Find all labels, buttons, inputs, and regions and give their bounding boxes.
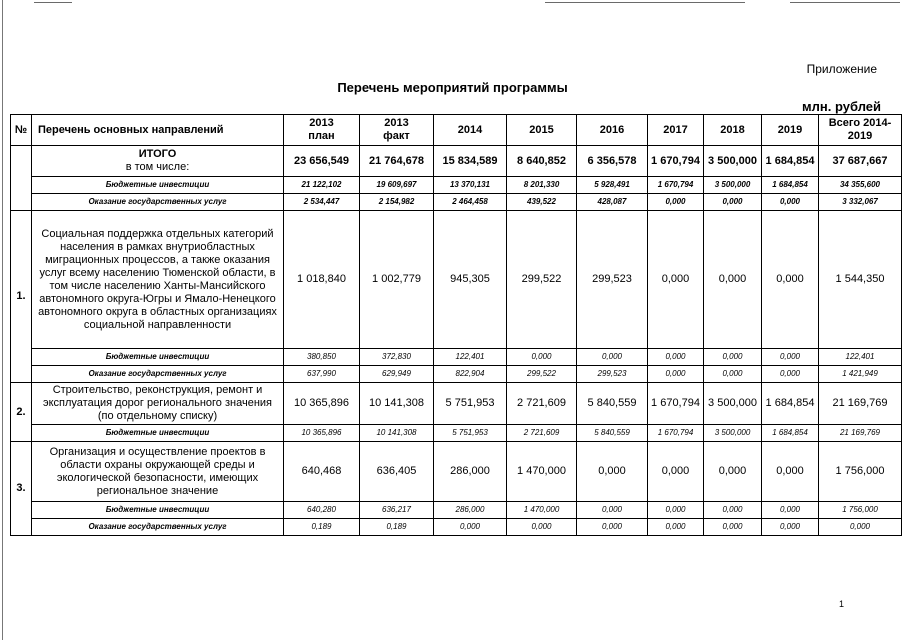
- appendix-label: Приложение: [806, 62, 877, 76]
- value-cell: 3 500,000: [704, 146, 762, 177]
- value-cell: 0,000: [819, 519, 902, 536]
- value-cell: 0,000: [704, 194, 762, 211]
- value-cell: 21 169,769: [819, 383, 902, 425]
- value-cell: 37 687,667: [819, 146, 902, 177]
- value-cell: 1 756,000: [819, 502, 902, 519]
- value-cell: 122,401: [434, 349, 507, 366]
- value-cell: 13 370,131: [434, 177, 507, 194]
- value-cell: 0,000: [648, 211, 704, 349]
- value-cell: 0,189: [284, 519, 360, 536]
- value-cell: 0,000: [648, 519, 704, 536]
- value-cell: 2 721,609: [507, 425, 577, 442]
- value-cell: 0,000: [704, 349, 762, 366]
- value-cell: 0,000: [704, 211, 762, 349]
- value-cell: 636,217: [360, 502, 434, 519]
- value-cell: 0,000: [762, 519, 819, 536]
- value-cell: 0,000: [577, 349, 648, 366]
- column-header: 2013 факт: [360, 115, 434, 146]
- value-cell: 945,305: [434, 211, 507, 349]
- value-cell: 10 141,308: [360, 383, 434, 425]
- value-cell: 23 656,549: [284, 146, 360, 177]
- table-row-1-services: [11, 366, 902, 383]
- table-row-3-services: [11, 519, 902, 536]
- units-label: млн. рублей: [802, 99, 881, 114]
- value-cell: 640,280: [284, 502, 360, 519]
- column-header: 2015: [507, 115, 577, 146]
- value-cell: 0,000: [762, 349, 819, 366]
- value-cell: 5 840,559: [577, 425, 648, 442]
- value-cell: 0,000: [762, 366, 819, 383]
- row-number-cell: [11, 146, 32, 211]
- value-cell: 637,990: [284, 366, 360, 383]
- column-header: 2016: [577, 115, 648, 146]
- scan-top-rule: [790, 2, 900, 3]
- table-row-total-budget: [11, 177, 902, 194]
- value-cell: 1 670,794: [648, 425, 704, 442]
- table-row-3-budget: [11, 502, 902, 519]
- row-name-cell: Бюджетные инвестиции: [32, 502, 284, 519]
- value-cell: 2 464,458: [434, 194, 507, 211]
- row-name-cell: Строительство, реконструкция, ремонт и эксплуатация дорог регионального значения (по отдельному списку): [32, 383, 284, 425]
- value-cell: 1 670,794: [648, 383, 704, 425]
- value-cell: 0,000: [507, 349, 577, 366]
- value-cell: 21 122,102: [284, 177, 360, 194]
- value-cell: 15 834,589: [434, 146, 507, 177]
- program-activities-table: [10, 114, 902, 536]
- value-cell: 1 670,794: [648, 177, 704, 194]
- value-cell: 0,000: [648, 502, 704, 519]
- value-cell: 0,000: [704, 442, 762, 502]
- column-header: 2014: [434, 115, 507, 146]
- value-cell: 10 365,896: [284, 425, 360, 442]
- value-cell: 3 500,000: [704, 425, 762, 442]
- column-header: 2013 план: [284, 115, 360, 146]
- value-cell: 10 141,308: [360, 425, 434, 442]
- value-cell: 5 751,953: [434, 425, 507, 442]
- row-name-cell: Социальная поддержка отдельных категорий населения в рамках внутриобластных миграционных процессов, а также оказания услуг всему населению Тюменской области, в том числе населению Ханты-Мансийского автономного округа-Югры и Ямало-Ненецкого автономного округа в областных организациях социальной направленности: [32, 211, 284, 349]
- scan-left-edge: [2, 0, 3, 640]
- column-header: №: [11, 115, 32, 146]
- value-cell: 0,000: [762, 502, 819, 519]
- value-cell: 21 764,678: [360, 146, 434, 177]
- scan-top-rule: [34, 2, 72, 3]
- column-header: Всего 2014- 2019: [819, 115, 902, 146]
- value-cell: 0,000: [648, 194, 704, 211]
- value-cell: 1 421,949: [819, 366, 902, 383]
- value-cell: 0,000: [577, 502, 648, 519]
- value-cell: 0,000: [434, 519, 507, 536]
- row-number-cell: 3.: [11, 442, 32, 536]
- value-cell: 0,000: [762, 211, 819, 349]
- value-cell: 822,904: [434, 366, 507, 383]
- value-cell: 10 365,896: [284, 383, 360, 425]
- value-cell: 0,000: [648, 349, 704, 366]
- value-cell: 286,000: [434, 442, 507, 502]
- value-cell: 5 840,559: [577, 383, 648, 425]
- row-name-cell: Оказание государственных услуг: [32, 194, 284, 211]
- table-row-3: [11, 442, 902, 502]
- value-cell: 299,523: [577, 211, 648, 349]
- value-cell: 0,000: [648, 366, 704, 383]
- document-title: Перечень мероприятий программы: [337, 80, 568, 95]
- value-cell: 122,401: [819, 349, 902, 366]
- table-row-total: [11, 146, 902, 177]
- scan-top-rule: [545, 2, 745, 3]
- table-row-2-budget: [11, 425, 902, 442]
- row-name-cell: Оказание государственных услуг: [32, 519, 284, 536]
- value-cell: 1 670,794: [648, 146, 704, 177]
- value-cell: 1 684,854: [762, 177, 819, 194]
- value-cell: 5 928,491: [577, 177, 648, 194]
- value-cell: 3 500,000: [704, 383, 762, 425]
- value-cell: 5 751,953: [434, 383, 507, 425]
- value-cell: 286,000: [434, 502, 507, 519]
- value-cell: 0,000: [704, 366, 762, 383]
- value-cell: 19 609,697: [360, 177, 434, 194]
- value-cell: 1 018,840: [284, 211, 360, 349]
- row-name-cell: ИТОГО в том числе:: [32, 146, 284, 177]
- value-cell: 8 640,852: [507, 146, 577, 177]
- column-header: Перечень основных направлений: [32, 115, 284, 146]
- value-cell: 0,189: [360, 519, 434, 536]
- value-cell: 0,000: [762, 194, 819, 211]
- value-cell: 380,850: [284, 349, 360, 366]
- value-cell: 640,468: [284, 442, 360, 502]
- column-header: 2017: [648, 115, 704, 146]
- value-cell: 3 332,067: [819, 194, 902, 211]
- table-row-1-budget: [11, 349, 902, 366]
- value-cell: 299,522: [507, 366, 577, 383]
- value-cell: 1 684,854: [762, 383, 819, 425]
- value-cell: 8 201,330: [507, 177, 577, 194]
- value-cell: 0,000: [762, 442, 819, 502]
- value-cell: 2 154,982: [360, 194, 434, 211]
- value-cell: 1 544,350: [819, 211, 902, 349]
- row-number-cell: 2.: [11, 383, 32, 442]
- value-cell: 34 355,600: [819, 177, 902, 194]
- value-cell: 372,830: [360, 349, 434, 366]
- value-cell: 2 721,609: [507, 383, 577, 425]
- value-cell: 0,000: [507, 519, 577, 536]
- row-number-cell: 1.: [11, 211, 32, 383]
- value-cell: 439,522: [507, 194, 577, 211]
- value-cell: 0,000: [577, 519, 648, 536]
- row-name-cell: Организация и осуществление проектов в области охраны окружающей среды и экологической безопасности, имеющих региональное значение: [32, 442, 284, 502]
- table-row-2: [11, 383, 902, 425]
- value-cell: 428,087: [577, 194, 648, 211]
- table-row-total-services: [11, 194, 902, 211]
- value-cell: 0,000: [704, 519, 762, 536]
- value-cell: 636,405: [360, 442, 434, 502]
- table-row-1: [11, 211, 902, 349]
- row-name-cell: Бюджетные инвестиции: [32, 177, 284, 194]
- row-name-cell: Бюджетные инвестиции: [32, 425, 284, 442]
- row-name-cell: Оказание государственных услуг: [32, 366, 284, 383]
- value-cell: 0,000: [648, 442, 704, 502]
- value-cell: 2 534,447: [284, 194, 360, 211]
- value-cell: 1 470,000: [507, 442, 577, 502]
- page-number: 1: [839, 599, 845, 609]
- value-cell: 299,522: [507, 211, 577, 349]
- value-cell: 1 684,854: [762, 425, 819, 442]
- value-cell: 0,000: [704, 502, 762, 519]
- column-header: 2018: [704, 115, 762, 146]
- value-cell: 629,949: [360, 366, 434, 383]
- value-cell: 1 684,854: [762, 146, 819, 177]
- value-cell: 1 002,779: [360, 211, 434, 349]
- table-header-row: [11, 115, 902, 146]
- value-cell: 21 169,769: [819, 425, 902, 442]
- value-cell: 6 356,578: [577, 146, 648, 177]
- column-header: 2019: [762, 115, 819, 146]
- row-name-cell: Бюджетные инвестиции: [32, 349, 284, 366]
- value-cell: 299,523: [577, 366, 648, 383]
- value-cell: 1 470,000: [507, 502, 577, 519]
- value-cell: 1 756,000: [819, 442, 902, 502]
- value-cell: 3 500,000: [704, 177, 762, 194]
- value-cell: 0,000: [577, 442, 648, 502]
